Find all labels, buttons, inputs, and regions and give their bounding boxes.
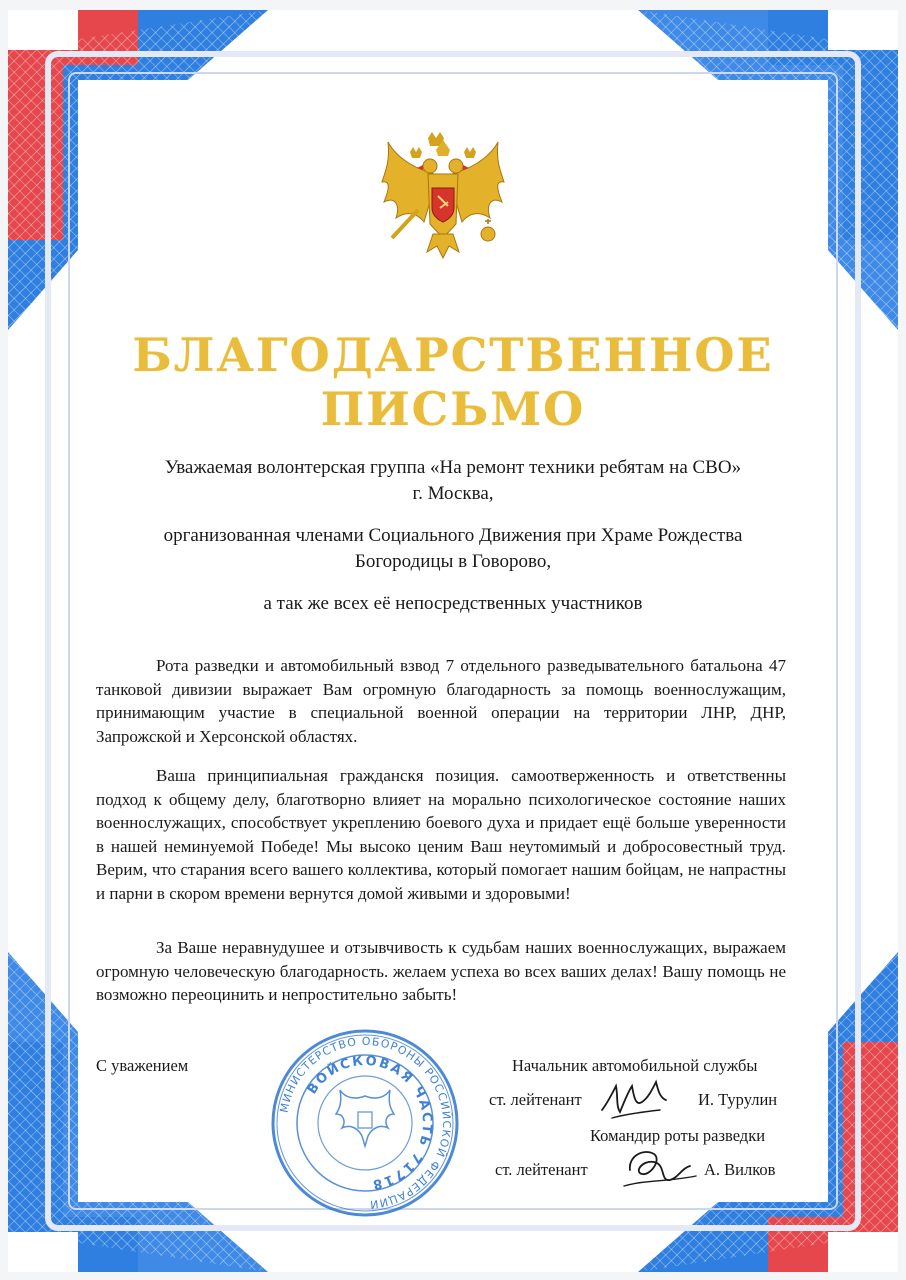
body-paragraph-2: Ваша принципиальная гражданскя позиция. самоотверженность и ответственны подход к общему делу, благотворно влияет на морально психологическое состояние наших военнослужащих, способствует укреплению боевого духа и придает ещё больше уверенности в нашей неминуемой Победе! Мы высоко ценим Ваш неутомимый и добросовестный труд. Верим, что старания всего вашего коллектива, который помогает нашим бойцам, не напрастны и парни в скором времени вернутся домой живыми и здоровыми!: [96, 766, 786, 903]
body-paragraph-3: За Ваше неравнудушее и отзывчивость к судьбам наших военнослужащих, выражаем огромную человеческую благодарность. желаем успеха во всех ваших делах! Вашу помощь не возможно переоцинить и непростительно забыть!: [96, 938, 786, 1004]
address-line-3: организованная членами Социального Движения при Храме Рождества: [163, 525, 743, 546]
signer1-name: И. Турулин: [698, 1090, 778, 1109]
signer2-name: А. Вилков: [704, 1160, 776, 1179]
signature-turulin: [598, 1072, 670, 1124]
title-line-1: БЛАГОДАРСТВЕННОЕ: [132, 328, 774, 382]
body-paragraph-1: Рота разведки и автомобильный взвод 7 отдельного разведывательного батальона 47 танковой дивизии выражает Вам огромную благодарность за помощь военнослужащим, принимающим участие в специальной военной операции на территории ЛНР, ДНР, Запрожской и Херсонской областях.: [96, 656, 786, 746]
stamp-outer-text: МИНИСТЕРСТВО ОБОРОНЫ РОССИЙСКОЙ ФЕДЕРАЦИИ: [277, 1034, 454, 1211]
stamp-inner-text: ВОЙСКОВАЯ ЧАСТЬ 71718: [304, 1053, 435, 1192]
address-line-5: а так же всех её непосредственных участников: [263, 593, 643, 614]
signer2-position: Командир роты разведки: [590, 1126, 766, 1145]
address-line-2: г. Москва,: [412, 483, 494, 504]
svg-text:ВОЙСКОВАЯ ЧАСТЬ 71718: [305, 1054, 434, 1192]
closing-text: С уважением: [96, 1056, 189, 1075]
official-stamp: [270, 1028, 460, 1218]
signer1-position: Начальник автомобильной службы: [512, 1056, 758, 1075]
address-line-4: Богородицы в Говорово,: [354, 551, 552, 572]
signer2-rank: ст. лейтенант: [495, 1160, 588, 1179]
russian-coat-of-arms-icon: [378, 130, 508, 270]
address-line-1: Уважаемая волонтерская группа «На ремонт техники ребятам на СВО»: [164, 457, 742, 478]
certificate-page: [8, 10, 898, 1272]
signature-vilkov: [620, 1140, 700, 1196]
signer1-rank: ст. лейтенант: [489, 1090, 582, 1109]
title-line-2: ПИСЬМО: [320, 382, 586, 436]
